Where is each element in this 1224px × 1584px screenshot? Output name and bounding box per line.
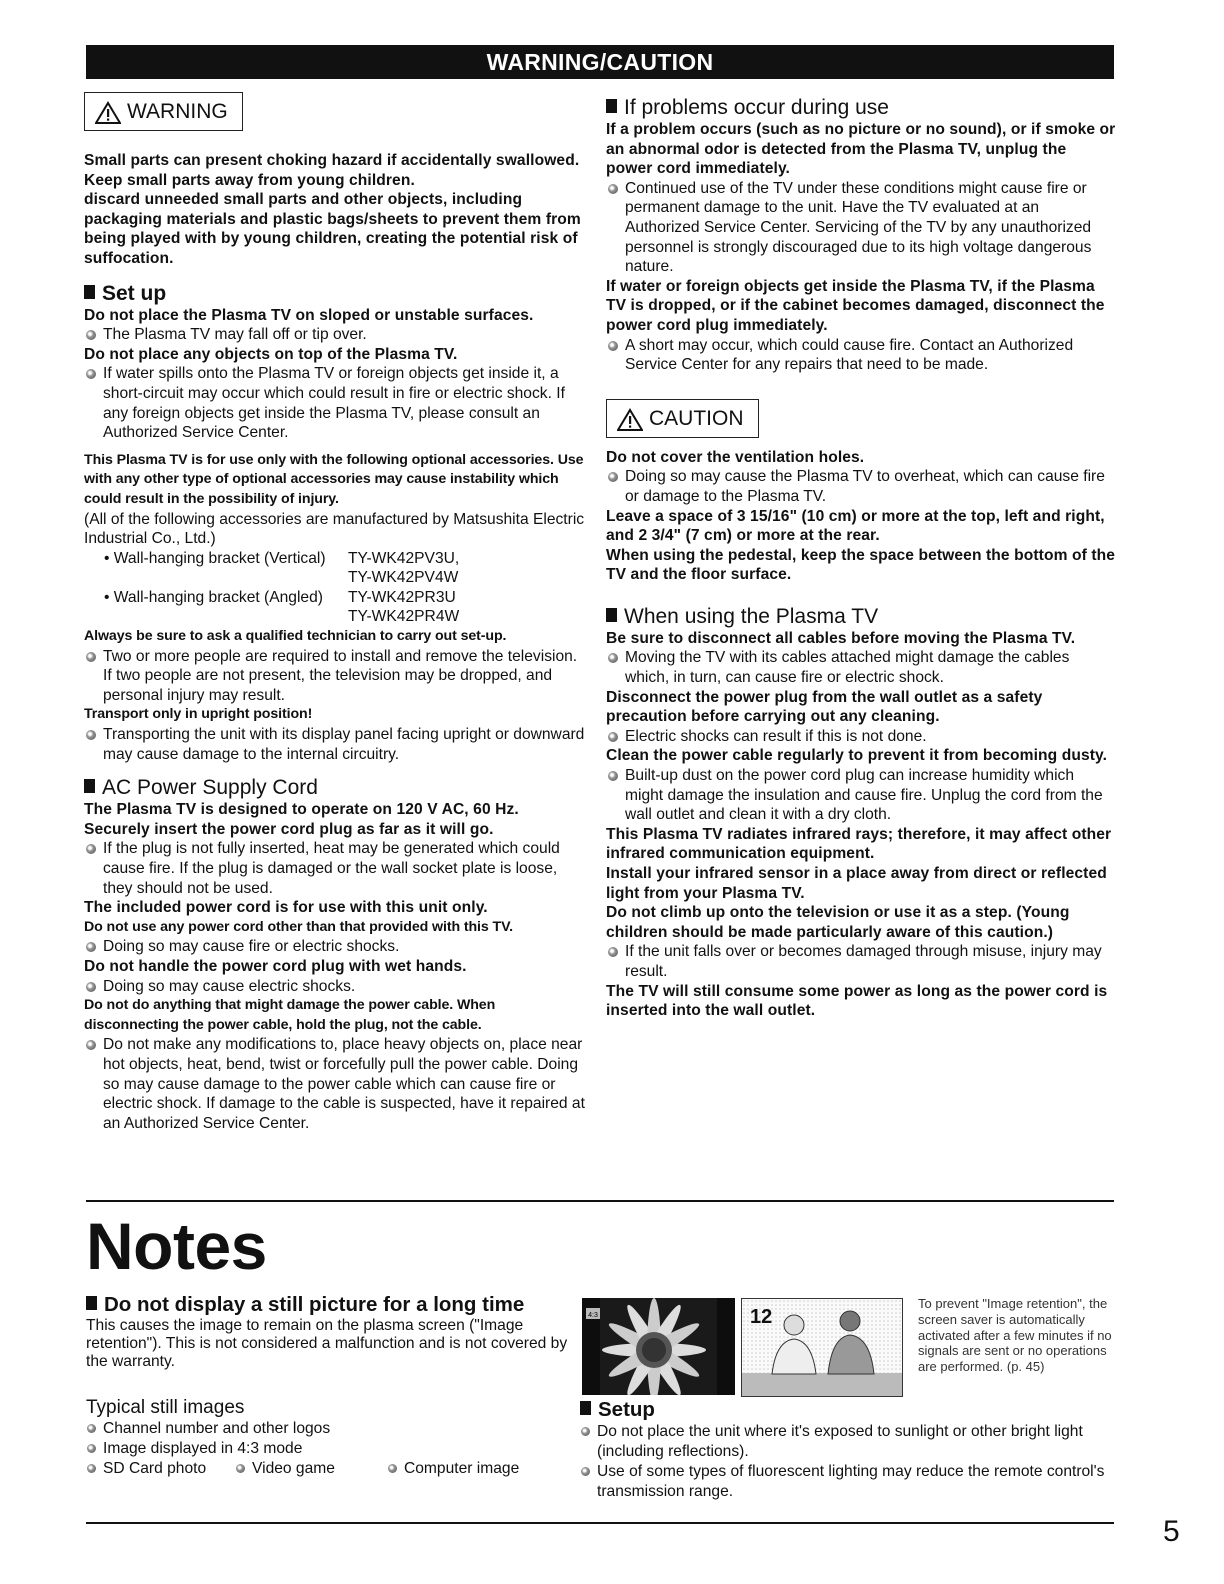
intro-line: Small parts can present choking hazard if accidentally swallowed. bbox=[84, 152, 580, 169]
still-heading: Do not display a still picture for a long time bbox=[86, 1293, 576, 1317]
left-column bbox=[84, 92, 589, 1133]
ac-bold: Do not do anything that might damage the power cable. When disconnecting the power cable, hold the plug, not the cable. bbox=[84, 997, 496, 1033]
accessory-row: TY-WK42PV4W bbox=[348, 569, 459, 587]
setup-bullet: The Plasma TV may fall off or tip over. bbox=[84, 325, 589, 345]
bullet-dot-icon bbox=[608, 947, 618, 957]
setup2-bullet: Transporting the unit with its display panel facing upright or downward may cause damage to the internal circuitry. bbox=[84, 725, 589, 764]
accessory-row: TY-WK42PR4W bbox=[348, 608, 460, 626]
typical-heading: Typical still images bbox=[86, 1397, 245, 1418]
notes-title: Notes bbox=[86, 1209, 267, 1283]
setup-bold: Do not place any objects on top of the Plasma TV. bbox=[84, 345, 458, 363]
bullet-dot-icon bbox=[86, 330, 96, 340]
bullet-dot-icon bbox=[86, 730, 96, 740]
using-bullet: If the unit falls over or becomes damaged through misuse, injury may result. bbox=[606, 942, 1116, 981]
square-bullet-icon bbox=[86, 1296, 97, 1310]
still-text: This causes the image to remain on the plasma screen ("Image retention"). This is not considered a malfunction and is not covered by the warranty. bbox=[86, 1317, 568, 1370]
bullet-dot-icon bbox=[608, 771, 618, 781]
bullet-dot-icon bbox=[87, 1444, 96, 1453]
notes-divider-bottom bbox=[86, 1522, 1114, 1524]
bullet-dot-icon bbox=[86, 1040, 96, 1050]
problems-bold: If water or foreign objects get inside the Plasma TV, if the Plasma TV is dropped, or if the cabinet becomes damaged, disconnect the power cord plug immediately. bbox=[606, 277, 1105, 334]
square-bullet-icon bbox=[84, 285, 95, 299]
problems-bullet: Continued use of the TV under these conditions might cause fire or permanent damage to the unit. Have the TV evaluated at an Authorized Service Center. Servicing of the TV by any unauthorized personnel is strongly discouraged due to its high voltage dangerous nature. bbox=[606, 179, 1116, 277]
typical-item: SD Card photo bbox=[86, 1459, 235, 1479]
setup2-bold: Always be sure to ask a qualified technician to carry out set-up. bbox=[84, 628, 507, 645]
square-bullet-icon bbox=[580, 1401, 591, 1415]
bullet-dot-icon bbox=[608, 341, 618, 351]
ac-bold: Do not use any power cord other than that provided with this TV. bbox=[84, 918, 513, 935]
notes-right-column bbox=[580, 1398, 1120, 1502]
typical-item: Video game bbox=[235, 1459, 387, 1479]
bullet-dot-icon bbox=[608, 732, 618, 742]
typical-item: Computer image bbox=[387, 1459, 519, 1479]
ac-bullet: Doing so may cause electric shocks. bbox=[84, 977, 589, 997]
aspect-ratio-badge: 4:3 bbox=[588, 1312, 598, 1319]
image-retention-note: To prevent "Image retention", the screen saver is automatically activated after a few minutes if no signals are sent or no operations are performed. (p. 45) bbox=[918, 1296, 1112, 1375]
caution-bullet: Doing so may cause the Plasma TV to overheat, which can cause fire or damage to the Plasma TV. bbox=[606, 467, 1116, 506]
problems-bullet: A short may occur, which could cause fire. Contact an Authorized Service Center for any repairs that need to be made. bbox=[606, 336, 1116, 375]
bullet-dot-icon bbox=[86, 369, 96, 379]
right-column bbox=[606, 96, 1116, 1021]
bullet-dot-icon bbox=[608, 653, 618, 663]
typical-item: Channel number and other logos bbox=[86, 1419, 576, 1439]
caution-label: CAUTION bbox=[649, 406, 744, 430]
notes-setup-item: Use of some types of fluorescent lighting may reduce the remote control's transmission range. bbox=[580, 1462, 1120, 1502]
using-bullet: Electric shocks can result if this is not done. bbox=[606, 727, 1116, 747]
caution-bold: Leave a space of 3 15/16" (10 cm) or more at the top, left and right, and 2 3/4" (7 cm) or more at the rear. bbox=[606, 507, 1105, 545]
warning-label: WARNING bbox=[127, 100, 228, 123]
setup-bold: Do not place the Plasma TV on sloped or unstable surfaces. bbox=[84, 306, 534, 324]
caution-box bbox=[606, 399, 759, 438]
warning-box bbox=[84, 92, 243, 131]
notes-setup-heading: Setup bbox=[580, 1398, 1120, 1422]
channel-number: 12 bbox=[750, 1306, 773, 1328]
setup2-bold: Transport only in upright position! bbox=[84, 706, 313, 723]
notes-setup-item: Do not place the unit where it's exposed to sunlight or other bright light (including reflections). bbox=[580, 1422, 1120, 1462]
warning-triangle-icon bbox=[95, 101, 121, 124]
using-bold: Do not climb up onto the television or use it as a step. (Young children should be made particularly aware of this caution.) bbox=[606, 904, 1070, 941]
using-bold: Clean the power cable regularly to prevent it from becoming dusty. bbox=[606, 747, 1108, 765]
setup-bullet: If water spills onto the Plasma TV or foreign objects get inside it, a short-circuit may occur which could result in fire or electric shock. If any foreign objects get inside the Plasma TV, please consult an Authorized Service Center. bbox=[84, 364, 589, 442]
bullet-dot-icon bbox=[86, 982, 96, 992]
ac-heading: AC Power Supply Cord bbox=[84, 776, 589, 800]
intro-line: discard unneeded small parts and other objects, including packaging materials and plastic bags/sheets to prevent them from being played with by young children, creating the potential risk of suffocation. bbox=[84, 191, 581, 267]
bullet-dot-icon bbox=[581, 1427, 590, 1436]
people-illustration bbox=[742, 1299, 902, 1396]
ac-bold: The included power cord is for use with this unit only. bbox=[84, 899, 488, 917]
bullet-dot-icon bbox=[608, 472, 618, 482]
using-heading: When using the Plasma TV bbox=[606, 605, 1116, 629]
square-bullet-icon bbox=[606, 608, 617, 622]
intro-line: Keep small parts away from young children. bbox=[84, 171, 415, 189]
bullet-dot-icon bbox=[608, 184, 618, 194]
still-image-4-3-illustration bbox=[582, 1298, 735, 1395]
setup2-bullet: Two or more people are required to install and remove the television. If two people are not present, the television may be dropped, and personal injury may result. bbox=[84, 647, 589, 706]
channel-number-illustration bbox=[741, 1298, 903, 1397]
page-number: 5 bbox=[1163, 1515, 1180, 1548]
typical-item: Image displayed in 4:3 mode bbox=[86, 1439, 576, 1459]
accessory-row: • Wall-hanging bracket (Vertical) TY-WK42PV3U, bbox=[104, 549, 460, 567]
accessories-warning: This Plasma TV is for use only with the following optional accessories. Use with any other type of optional accessories may cause instability which could result in the possibility of injury. bbox=[84, 451, 584, 507]
using-bold: Install your infrared sensor in a place away from direct or reflected light from your Plasma TV. bbox=[606, 865, 1107, 902]
using-bold: The TV will still consume some power as long as the power cord is inserted into the wall outlet. bbox=[606, 982, 1108, 1020]
typical-item-row bbox=[86, 1459, 576, 1479]
bullet-dot-icon bbox=[86, 652, 96, 662]
using-bullet: Moving the TV with its cables attached might damage the cables which, in turn, can cause fire or electric shock. bbox=[606, 648, 1116, 687]
caution-bold: When using the pedestal, keep the space between the bottom of the TV and the floor surface. bbox=[606, 546, 1116, 584]
notes-left-column bbox=[86, 1293, 576, 1479]
warning-triangle-icon bbox=[617, 408, 643, 431]
using-bold: This Plasma TV radiates infrared rays; therefore, it may affect other infrared communication equipment. bbox=[606, 825, 1112, 863]
ac-bold: The Plasma TV is designed to operate on 120 V AC, 60 Hz. bbox=[84, 801, 519, 819]
bullet-dot-icon bbox=[86, 844, 96, 854]
bullet-dot-icon bbox=[87, 1464, 96, 1473]
square-bullet-icon bbox=[606, 99, 617, 113]
bullet-dot-icon bbox=[87, 1424, 96, 1433]
ac-bullet: Doing so may cause fire or electric shocks. bbox=[84, 937, 589, 957]
caution-bold: Do not cover the ventilation holes. bbox=[606, 448, 865, 466]
using-bold: Be sure to disconnect all cables before moving the Plasma TV. bbox=[606, 629, 1076, 647]
bullet-dot-icon bbox=[236, 1464, 245, 1473]
accessory-row: • Wall-hanging bracket (Angled) TY-WK42PR3U bbox=[104, 588, 456, 606]
ac-bullet: Do not make any modifications to, place heavy objects on, place near hot objects, heat, bend, twist or forcefully pull the power cable. Doing so may cause damage to the power cable which can cause fire or electric shock. If damage to the cable is suspected, have it repaired at an Authorized Service Center. bbox=[84, 1035, 589, 1133]
ac-bold: Securely insert the power cord plug as far as it will go. bbox=[84, 820, 494, 838]
using-bullet: Built-up dust on the power cord plug can increase humidity which might damage the insulation and cause fire. Unplug the cord from the wall outlet and clean it with a dry cloth. bbox=[606, 766, 1116, 825]
ac-bold: Do not handle the power cord plug with wet hands. bbox=[84, 957, 467, 975]
using-bold: Disconnect the power plug from the wall outlet as a safety precaution before carrying out any cleaning. bbox=[606, 688, 1043, 726]
notes-divider-top bbox=[86, 1200, 1114, 1202]
bullet-dot-icon bbox=[388, 1464, 397, 1473]
setup-heading: Set up bbox=[84, 282, 589, 306]
flower-illustration bbox=[582, 1298, 735, 1395]
bullet-dot-icon bbox=[86, 942, 96, 952]
page-banner: WARNING/CAUTION bbox=[86, 45, 1114, 79]
square-bullet-icon bbox=[84, 779, 95, 793]
setup-list bbox=[84, 306, 589, 443]
ac-bullet: If the plug is not fully inserted, heat may be generated which could cause fire. If the plug is damaged or the wall socket plate is loose, they should not be used. bbox=[84, 839, 589, 898]
problems-bold: If a problem occurs (such as no picture or no sound), or if smoke or an abnormal odor is detected from the Plasma TV, unplug the power cord immediately. bbox=[606, 121, 1116, 178]
problems-heading: If problems occur during use bbox=[606, 96, 1116, 120]
bullet-dot-icon bbox=[581, 1467, 590, 1476]
accessories-note: (All of the following accessories are manufactured by Matsushita Electric Industrial Co., Ltd.) bbox=[84, 510, 585, 548]
